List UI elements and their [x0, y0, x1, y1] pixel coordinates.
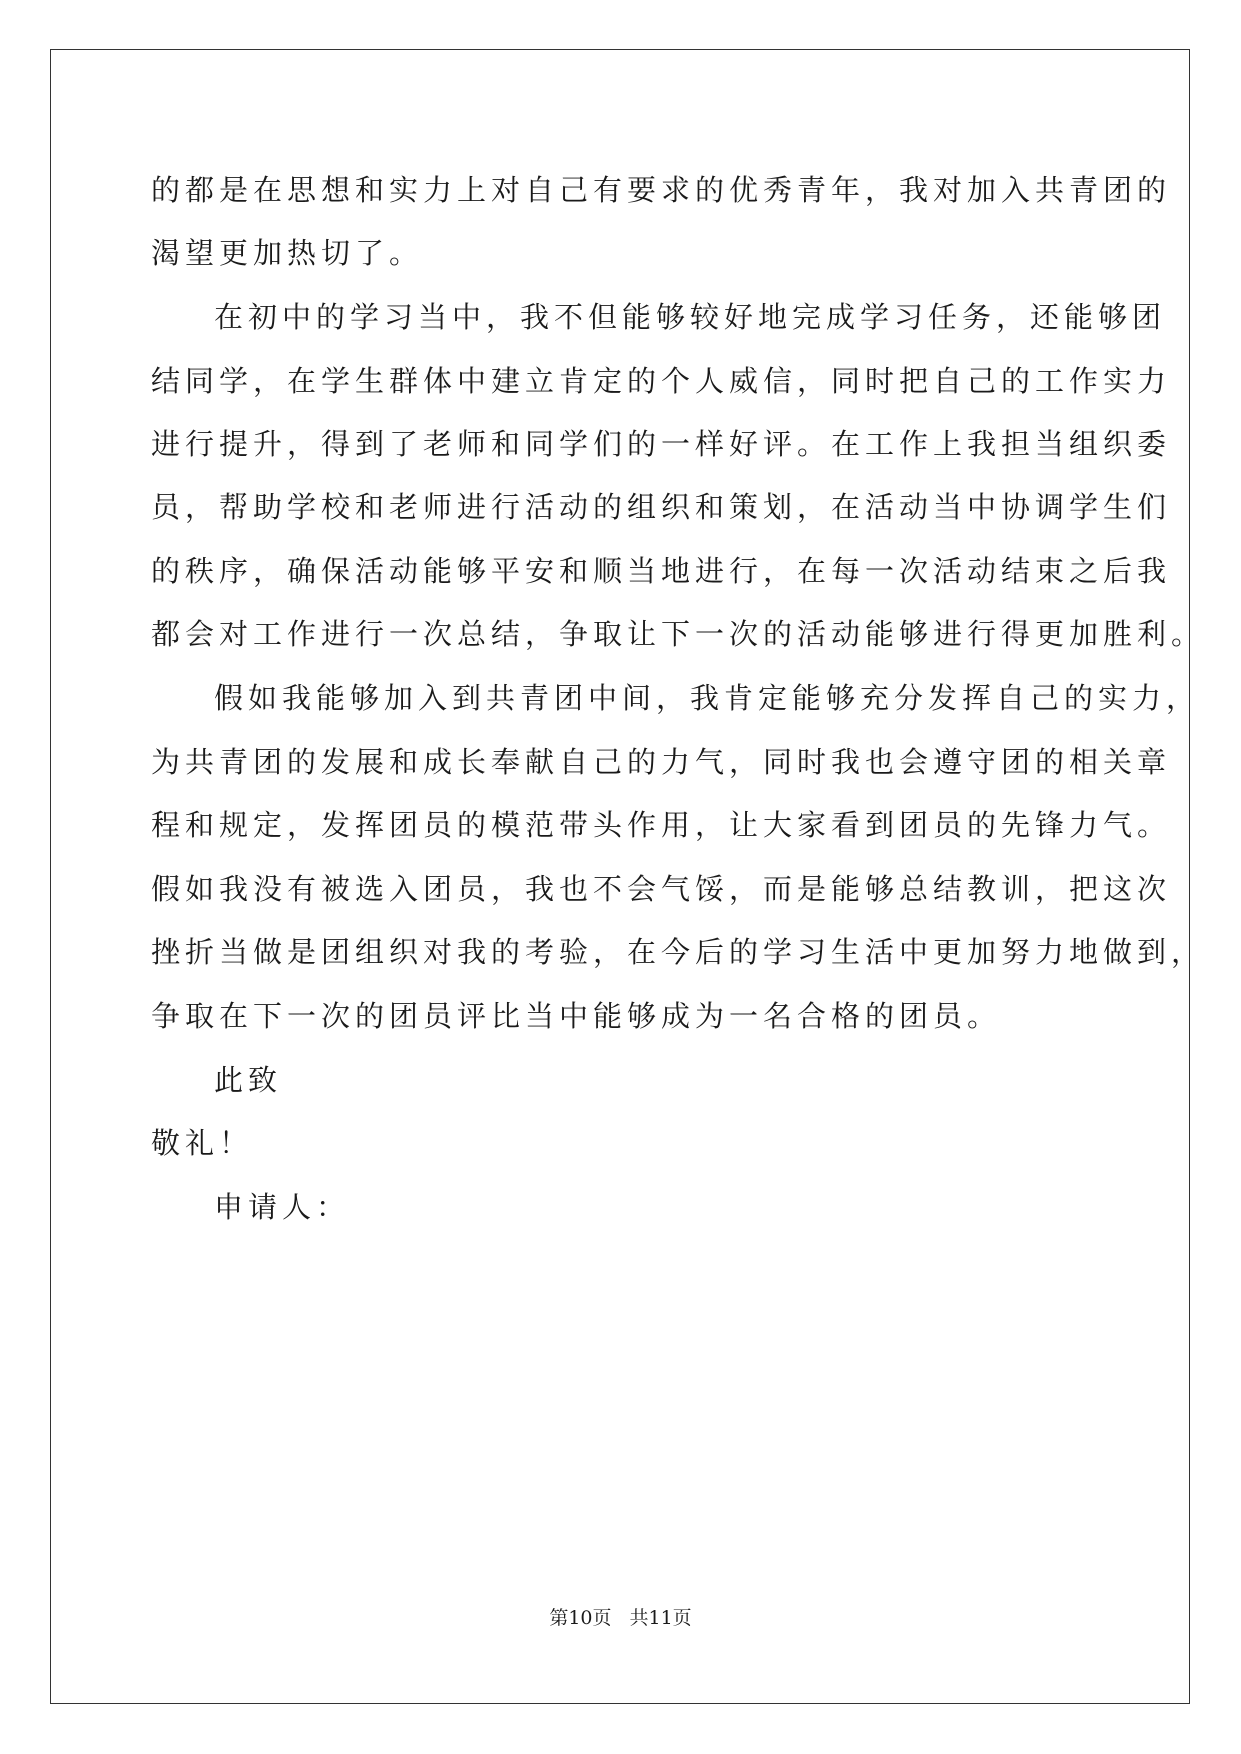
applicant-signature-label: 申请人：	[214, 1190, 351, 1224]
body-line-4: 结同学，在学生群体中建立肯定的个人威信，同时把自己的工作实力	[151, 364, 1172, 398]
body-line-12: 假如我没有被选入团员，我也不会气馁，而是能够总结教训，把这次	[151, 872, 1172, 906]
body-line-3: 在初中的学习当中，我不但能够较好地完成学习任务，还能够团	[214, 300, 1167, 334]
closing-salutation: 此致	[214, 1063, 283, 1097]
body-line-5: 进行提升，得到了老师和同学们的一样好评。在工作上我担当组织委	[151, 427, 1172, 461]
page-number-total: 共11页	[629, 1607, 692, 1629]
body-line-6: 员，帮助学校和老师进行活动的组织和策划，在活动当中协调学生们	[151, 490, 1172, 524]
body-line-10: 为共青团的发展和成长奉献自己的力气，同时我也会遵守团的相关章	[151, 745, 1172, 779]
closing-regards: 敬礼！	[151, 1126, 254, 1160]
body-line-9: 假如我能够加入到共青团中间，我肯定能够充分发挥自己的实力，	[214, 681, 1201, 715]
page-number-current: 第10页	[549, 1607, 612, 1629]
page-footer	[0, 1606, 1241, 1630]
body-line-14: 争取在下一次的团员评比当中能够成为一名合格的团员。	[151, 999, 1002, 1033]
body-line-1: 的都是在思想和实力上对自己有要求的优秀青年，我对加入共青团的	[151, 173, 1172, 207]
body-line-13: 挫折当做是团组织对我的考验，在今后的学习生活中更加努力地做到，	[151, 935, 1206, 969]
body-line-11: 程和规定，发挥团员的模范带头作用，让大家看到团员的先锋力气。	[151, 808, 1172, 842]
body-line-2: 渴望更加热切了。	[151, 236, 424, 270]
body-line-8: 都会对工作进行一次总结，争取让下一次的活动能够进行得更加胜利。	[151, 617, 1206, 651]
body-line-7: 的秩序，确保活动能够平安和顺当地进行，在每一次活动结束之后我	[151, 554, 1172, 588]
